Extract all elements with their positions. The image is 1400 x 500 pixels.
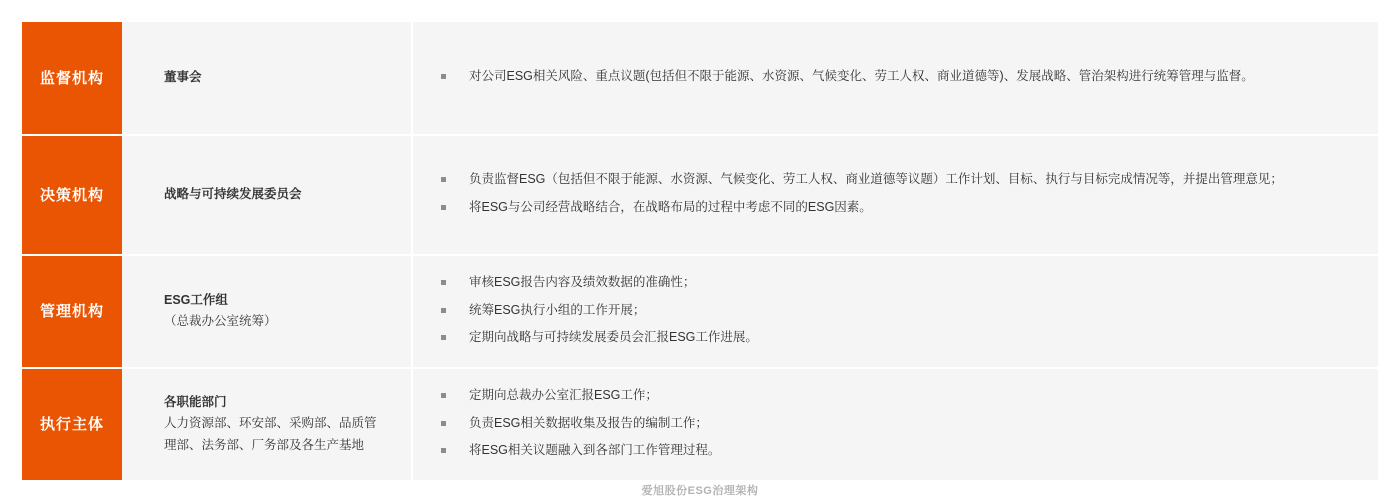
role-cell (22, 255, 122, 368)
list-item (441, 298, 1348, 324)
body-cell (122, 22, 412, 135)
duty-text: 定期向总裁办公室汇报ESG工作； (469, 387, 658, 402)
duty-text: 负责ESG相关数据收集及报告的编制工作； (469, 415, 708, 430)
duty-text: 对公司ESG相关风险、重点议题(包括但不限于能源、水资源、气候变化、劳工人权、商业道德等)、发展战略、管治架构进行统筹管理与监督。 (469, 69, 1254, 84)
table-row (22, 368, 1378, 481)
body-title: 各职能部门 (164, 394, 227, 409)
duty-list (441, 167, 1348, 220)
square-bullet-icon (441, 393, 446, 398)
duties-cell (412, 135, 1378, 255)
square-bullet-icon (441, 421, 446, 426)
duty-text: 审核ESG报告内容及绩效数据的准确性； (469, 275, 696, 289)
role-label: 监督机构 (39, 69, 104, 87)
table-row (22, 22, 1378, 135)
body-title: 董事会 (164, 70, 202, 85)
square-bullet-icon (441, 448, 446, 453)
body-title: ESG工作组 (164, 292, 228, 307)
list-item (441, 411, 1348, 437)
body-subtitle: （总裁办公室统筹） (164, 314, 277, 329)
list-item (441, 64, 1348, 90)
square-bullet-icon (441, 74, 446, 79)
role-label: 决策机构 (39, 186, 104, 204)
square-bullet-icon (441, 205, 446, 210)
list-item (441, 325, 1348, 351)
duty-text: 定期向战略与可持续发展委员会汇报ESG工作进展。 (469, 330, 758, 345)
list-item (441, 270, 1348, 296)
body-cell (122, 135, 412, 255)
duty-text: 统筹ESG执行小组的工作开展； (469, 302, 646, 317)
duty-list (441, 383, 1348, 464)
duty-text: 将ESG相关议题融入到各部门工作管理过程。 (469, 443, 721, 458)
duties-cell (412, 22, 1378, 135)
body-title: 战略与可持续发展委员会 (164, 187, 302, 202)
role-cell (22, 135, 122, 255)
body-cell (122, 255, 412, 368)
figure-caption: 爱旭股份ESG治理架构 (641, 485, 759, 497)
role-cell (22, 368, 122, 481)
list-item (441, 383, 1348, 409)
table-row (22, 255, 1378, 368)
list-item (441, 195, 1348, 221)
square-bullet-icon (441, 335, 446, 340)
duties-cell (412, 368, 1378, 481)
square-bullet-icon (441, 177, 446, 182)
role-cell (22, 22, 122, 135)
list-item (441, 167, 1348, 193)
body-cell (122, 368, 412, 481)
duty-text: 负责监督ESG（包括但不限于能源、水资源、气候变化、劳工人权、商业道德等议题）工作计划、目标、执行与目标完成情况等，并提出管理意见； (469, 172, 1283, 187)
square-bullet-icon (441, 308, 446, 313)
list-item (441, 438, 1348, 464)
duties-cell (412, 255, 1378, 368)
role-label: 执行主体 (39, 415, 104, 433)
duty-text: 将ESG与公司经营战略结合，在战略布局的过程中考虑不同的ESG因素。 (469, 200, 872, 214)
table-row (22, 135, 1378, 255)
duty-list (441, 64, 1348, 90)
body-subtitle: 人力资源部、环安部、采购部、品质管理部、法务部、厂务部及各生产基地 (164, 416, 377, 453)
esg-governance-table (22, 22, 1378, 482)
role-label: 管理机构 (39, 302, 104, 320)
square-bullet-icon (441, 280, 446, 285)
duty-list (441, 270, 1348, 351)
